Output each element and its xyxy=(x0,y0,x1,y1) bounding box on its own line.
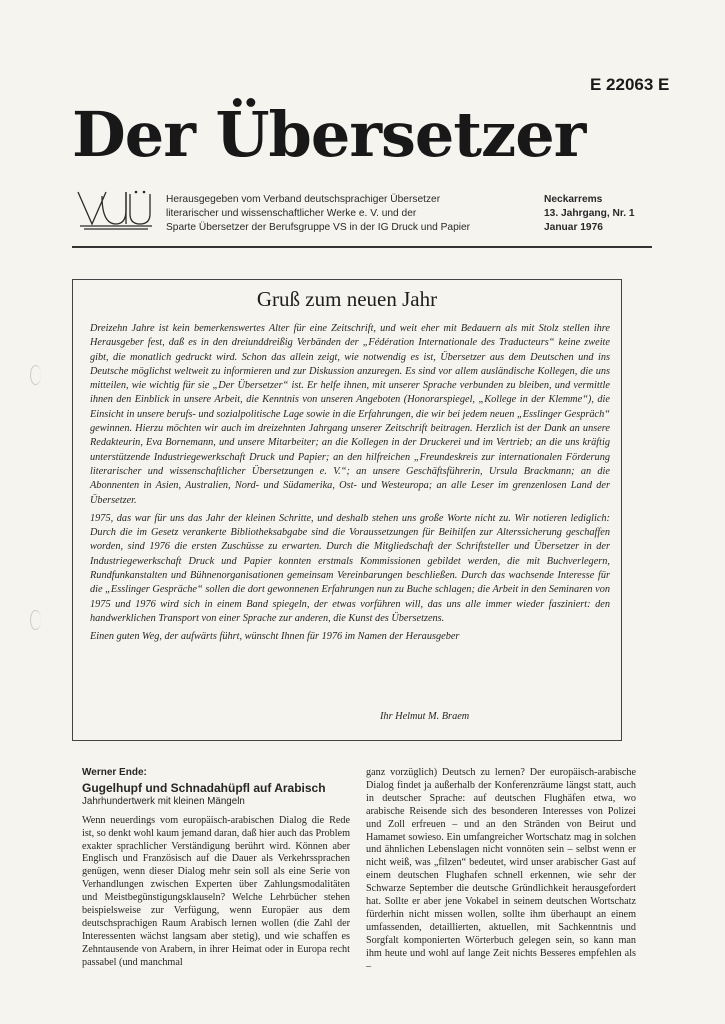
greeting-paragraph: 1975, das war für uns das Jahr der kleinen Schritte, und deshalb stehen uns große Worte nicht zu. Wir notieren lediglich: Durch die im Gesetz verankerte Bibliotheksabgabe sind die Voraussetzungen für Beihilfen zur Alterssicherung geschaffen worden, sind 1976 die ersten Zuschüsse zu erwarten. Durch die Mitgliedschaft der Schriftsteller und Übersetzer in der Industriegewerkschaft Druck und Papier konnten erstmals Kommissionen gebildet werden, die mit Buchverlegern, Rundfunkanstalten und Bühnenorganisationen gemeinsam Vereinbarungen beschließen. Durch das wachsende Interesse für die „Esslinger Gespräche“ sollen die dort gewonnenen Erfahrungen nun zu Buche schlagen; die Arbeit in den Seminaren von 1975 und 1976 wird sich in einem Band spiegeln, der etwas vorführen will, das uns alle immer wieder fasziniert: den handwerklichen Transport von einer Sprache zur anderen, die Kunst des Übersetzens. xyxy=(90,512,610,624)
publisher-line: literarischer und wissenschaftlicher Werke e. V. und der xyxy=(166,208,417,219)
publisher-info xyxy=(166,193,526,235)
article-text: Wenn neuerdings vom europäisch-arabischen Dialog die Rede ist, so denkt wohl kaum jemand daran, daß hier auch das Problem exakter sprachlicher Verständigung berührt wird. Können aber Englisch und Französisch auf die Dauer als Verkehrssprachen genügen, wenn dieser Dialog mehr sein soll als eine Serie von Verhandlungen zwischen Experten über Zahlungsmodalitäten und Meistbegünstigungsklauseln? Welche Lehrbücher stehen beispielsweise zur Verfügung, wenn Europäer aus dem deutschsprachigen Raum Arabisch lernen wollen (die Zahl der Interessenten wächst langsam aber stetig), und wie schaffen es Zehntausende von Arabern, in ihrer Heimat oder in Europa recht passabel (und manchmal xyxy=(82,814,350,968)
article-column-right xyxy=(366,767,636,974)
greeting-signature: Ihr Helmut M. Braem xyxy=(380,711,470,722)
issue-volume: 13. Jahrgang, Nr. 1 xyxy=(544,208,635,219)
registration-code: E 22063 E xyxy=(590,75,670,94)
header-divider xyxy=(72,246,652,248)
punch-hole xyxy=(30,610,41,630)
vdu-logo xyxy=(76,188,156,230)
article-subhead: Jahrhundertwerk mit kleinen Mängeln xyxy=(82,795,245,807)
punch-hole xyxy=(30,365,41,385)
publisher-line: Sparte Übersetzer der Berufsgruppe VS in der IG Druck und Papier xyxy=(166,222,471,233)
issue-date: Januar 1976 xyxy=(544,222,603,233)
greeting-paragraph: Dreizehn Jahre ist kein bemerkenswertes Alter für eine Zeitschrift, und weit eher mit Bedauern als mit Stolz stellen ihre Herausgeber fest, daß es in den dreiunddreißig Verbänden der „Fédération Internationale des Traducteurs“ keine zweite gibt, die monatlich gedruckt wird. Schon das allein zeigt, wie notwendig es ist, Übersetzer aus dem Deutschen und ins Deutsche möglichst weltweit zu informieren und zur Diskussion anzuregen. Es sind vor allem ausländische Kollegen, die uns mitteilen, wie wichtig für sie „Der Übersetzer“ ist. Er helfe ihnen, mit unserer Sprache verbunden zu bleiben, und vermittle ihnen den Einblick in unsere Arbeit, die Kenntnis von unseren Angeboten (Honorarspiegel, „Kollege in der Klemme“), die Einsicht in unsere berufs- und sozialpolitische Lage sowie in die Erfahrungen, die wir bei jedem neuen „Esslinger Gespräch“ gewinnen. Hierzu möchten wir auch im dreizehnten Jahrgang unserer Zeitschrift beitragen. Herzlich ist der Dank an unsere Redakteurin, Eva Bornemann, und unsere Mitarbeiter; an die Kollegen in der Druckerei und im Vertrieb; an die uns kräftig unterstützende Industriegewerkschaft Druck und Papier; an den hilfreichen „Freundeskreis zur internationalen Förderung literarischer und wissenschaftlicher Übersetzungen e. V.“; an unsere Geschäftsführerin, Ursula Brackmann; an die Abonnenten in Asien, Australien, Nord- und Südamerika, Ost- und Westeuropa; an alle Leser im grenzenlosen Land der Übersetzer. xyxy=(90,323,610,506)
article-headline: Gugelhupf und Schnadahüpfl auf Arabisch xyxy=(82,780,326,795)
issue-place: Neckarrems xyxy=(544,194,603,205)
greeting-body xyxy=(90,322,610,649)
issue-info xyxy=(544,193,664,235)
masthead-title: Der Übersetzer xyxy=(72,98,586,171)
publisher-line: Herausgegeben vom Verband deutschsprachiger Übersetzer xyxy=(166,194,441,205)
article-author: Werner Ende: xyxy=(82,767,147,778)
greeting-paragraph: Einen guten Weg, der aufwärts führt, wünscht Ihnen für 1976 im Namen der Herausgeber xyxy=(90,631,460,643)
article-text: ganz vorzüglich) Deutsch zu lernen? Der europäisch-arabische Dialog findet ja außerhalb der Konferenzräume längst statt, auch in deutscher Sprache: auf deutschen Flughäfen etwa, wo arabische Reisende sich des besonderen Interesses von Polizei und Zoll erfreuen – und an den Stränden von Beirut und Hamamet sowieso. Ein umfangreicher Wortschatz mag in solchen und ähnlichen Lebenslagen nicht vonnöten sein – selbst wenn er nicht weiß, was „filzen“ bedeutet, wird unser arabischer Gast auf einem deutschen Flughafen schnell erkennen, wie sehr der Schwarze September die deutsche Gründlichkeit herausgefordert hat. Sollte er aber jene Vokabel in seinem deutschen Wortschatz fürderhin nicht missen wollen, sollte ihm überhaupt an einem umfassenden, detaillierten, aktuellen, mit Sachkenntnis und Sorgfalt komponierten Wörterbuch gelegen sein, so kann man ihm heute und wohl auf lange Zeit nichts Besseres empfehlen als – xyxy=(366,767,636,972)
greeting-title: Gruß zum neuen Jahr xyxy=(256,287,438,311)
article-column-left xyxy=(82,767,350,970)
